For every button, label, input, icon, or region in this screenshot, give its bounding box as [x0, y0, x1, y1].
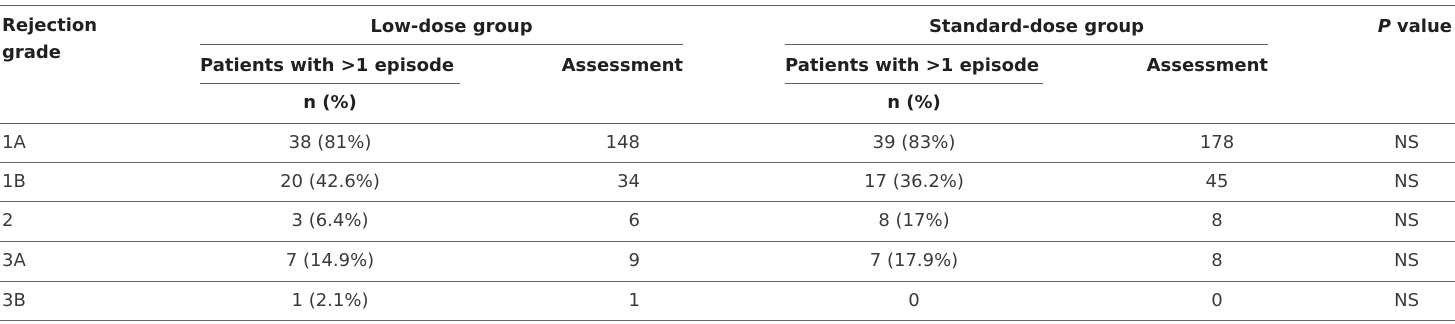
cell-p-value: NS — [1394, 132, 1419, 153]
cell-grade: 3B — [2, 290, 26, 311]
standard-dose-group-rule — [785, 44, 1268, 45]
table-row — [0, 282, 1455, 321]
header-standard-dose-group: Standard-dose group — [928, 16, 1145, 37]
table-row — [0, 124, 1455, 163]
cell-standard-assessment: 8 — [1211, 250, 1223, 271]
cell-low-patients: 3 (6.4%) — [291, 210, 369, 231]
cell-low-assessment: 9 — [628, 250, 640, 271]
table-row — [0, 163, 1455, 202]
header-standard-unit: n (%) — [887, 92, 941, 113]
cell-low-patients: 38 (81%) — [288, 132, 372, 153]
cell-low-assessment: 6 — [628, 210, 640, 231]
cell-p-value: NS — [1394, 250, 1419, 271]
cell-low-assessment: 148 — [605, 132, 640, 153]
cell-low-assessment: 1 — [628, 290, 640, 311]
cell-standard-patients: 8 (17%) — [878, 210, 950, 231]
cell-grade: 2 — [2, 210, 14, 231]
table-top-rule — [0, 5, 1455, 6]
cell-standard-patients: 17 (36.2%) — [864, 171, 964, 192]
cell-low-patients: 1 (2.1%) — [291, 290, 369, 311]
standard-dose-patients-rule — [785, 83, 1043, 84]
cell-grade: 3A — [2, 250, 26, 271]
cell-p-value: NS — [1394, 210, 1419, 231]
cell-p-value: NS — [1394, 290, 1419, 311]
cell-standard-assessment: 178 — [1199, 132, 1235, 153]
cell-standard-patients: 7 (17.9%) — [869, 250, 959, 271]
header-low-patients: Patients with >1 episode — [200, 55, 455, 76]
cell-standard-assessment: 8 — [1211, 210, 1223, 231]
table-row — [0, 242, 1455, 282]
cell-low-patients: 7 (14.9%) — [285, 250, 375, 271]
header-p-value — [1300, 15, 1452, 39]
header-low-assessment: Assessment — [561, 55, 683, 76]
cell-standard-assessment: 0 — [1211, 290, 1223, 311]
low-dose-patients-rule — [200, 83, 460, 84]
cell-low-assessment: 34 — [617, 171, 640, 192]
cell-p-value: NS — [1394, 171, 1419, 192]
p-symbol: P — [1377, 16, 1391, 37]
header-standard-patients: Patients with >1 episode — [785, 55, 1040, 76]
header-rejection-grade: Rejection grade — [2, 15, 98, 63]
header-low-dose-group: Low-dose group — [370, 16, 533, 37]
table-row — [0, 202, 1455, 242]
cell-low-patients: 20 (42.6%) — [280, 171, 380, 192]
p-value-label: value — [1396, 16, 1452, 37]
header-standard-assessment: Assessment — [1146, 55, 1268, 76]
cell-grade: 1B — [2, 171, 26, 192]
cell-grade: 1A — [2, 132, 26, 153]
low-dose-group-rule — [200, 44, 683, 45]
header-low-unit: n (%) — [303, 92, 357, 113]
cell-standard-assessment: 45 — [1205, 171, 1229, 192]
cell-standard-patients: 39 (83%) — [872, 132, 956, 153]
cell-standard-patients: 0 — [908, 290, 920, 311]
